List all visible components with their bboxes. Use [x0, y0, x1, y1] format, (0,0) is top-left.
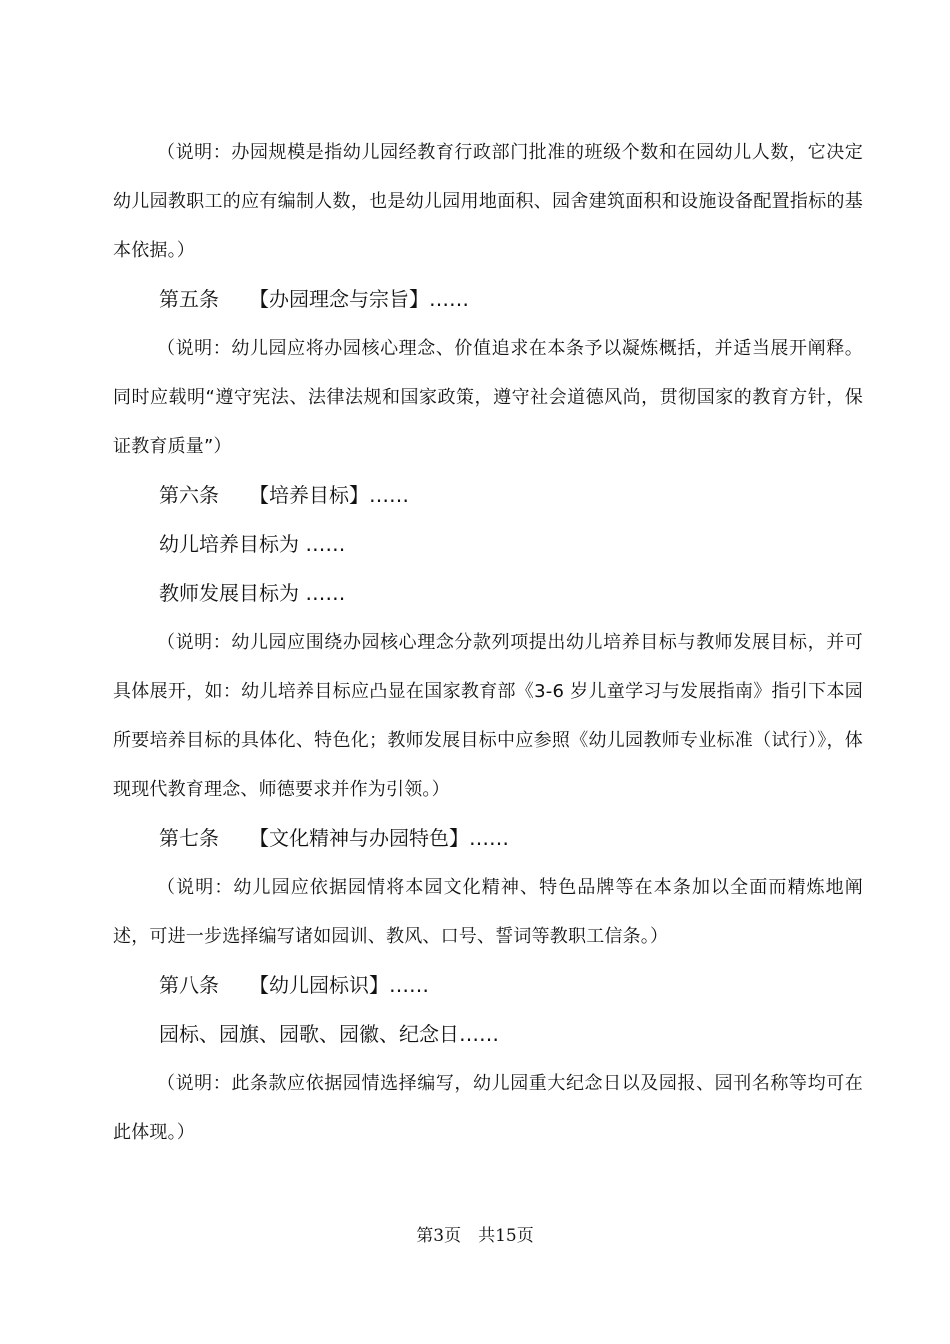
article-5-number: 第五条 [159, 287, 219, 311]
page-body [113, 128, 863, 1157]
article-6-number: 第六条 [159, 483, 219, 507]
note-culture: （说明：幼儿园应依据园情将本园文化精神、特色品牌等在本条加以全面而精炼地阐述，可进一步选择编写诸如园训、教风、口号、誓词等教职工信条。） [113, 877, 863, 947]
article-8-heading [113, 961, 863, 1010]
note-scale: （说明：办园规模是指幼儿园经教育行政部门批准的班级个数和在园幼儿人数，它决定幼儿园教职工的应有编制人数，也是幼儿园用地面积、园舍建筑面积和设施设备配置指标的基本依据。） [113, 142, 863, 261]
article-6-heading [113, 471, 863, 520]
page-number-footer: 第3页 共15页 [416, 1226, 534, 1246]
teacher-goal-line: 教师发展目标为 …… [159, 581, 346, 605]
article-7-heading [113, 814, 863, 863]
article-7-number: 第七条 [159, 826, 219, 850]
child-goal-line: 幼儿培养目标为 …… [159, 532, 346, 556]
note-goals: （说明：幼儿园应围绕办园核心理念分款列项提出幼儿培养目标与教师发展目标，并可具体展开，如：幼儿培养目标应凸显在国家教育部《3-6 岁儿童学习与发展指南》指引下本园所要培养目标的具体化、特色化；教师发展目标中应参照《幼儿园教师专业标准（试行）》，体现现代教育理念、师德要求并作为引领。） [113, 632, 863, 800]
article-7-title: 【文化精神与办园特色】…… [249, 826, 509, 850]
note-philosophy: （说明：幼儿园应将办园核心理念、价值追求在本条予以凝炼概括，并适当展开阐释。同时应载明“遵守宪法、法律法规和国家政策，遵守社会道德风尚，贯彻国家的教育方针，保证教育质量”） [113, 338, 863, 457]
article-5-title: 【办园理念与宗旨】…… [249, 287, 469, 311]
identity-items-line: 园标、园旗、园歌、园徽、纪念日…… [159, 1022, 499, 1046]
note-identity: （说明：此条款应依据园情选择编写，幼儿园重大纪念日以及园报、园刊名称等均可在此体现。） [113, 1073, 863, 1143]
article-8-title: 【幼儿园标识】…… [249, 973, 429, 997]
article-5-heading [113, 275, 863, 324]
article-6-title: 【培养目标】…… [249, 483, 409, 507]
article-8-number: 第八条 [159, 973, 219, 997]
